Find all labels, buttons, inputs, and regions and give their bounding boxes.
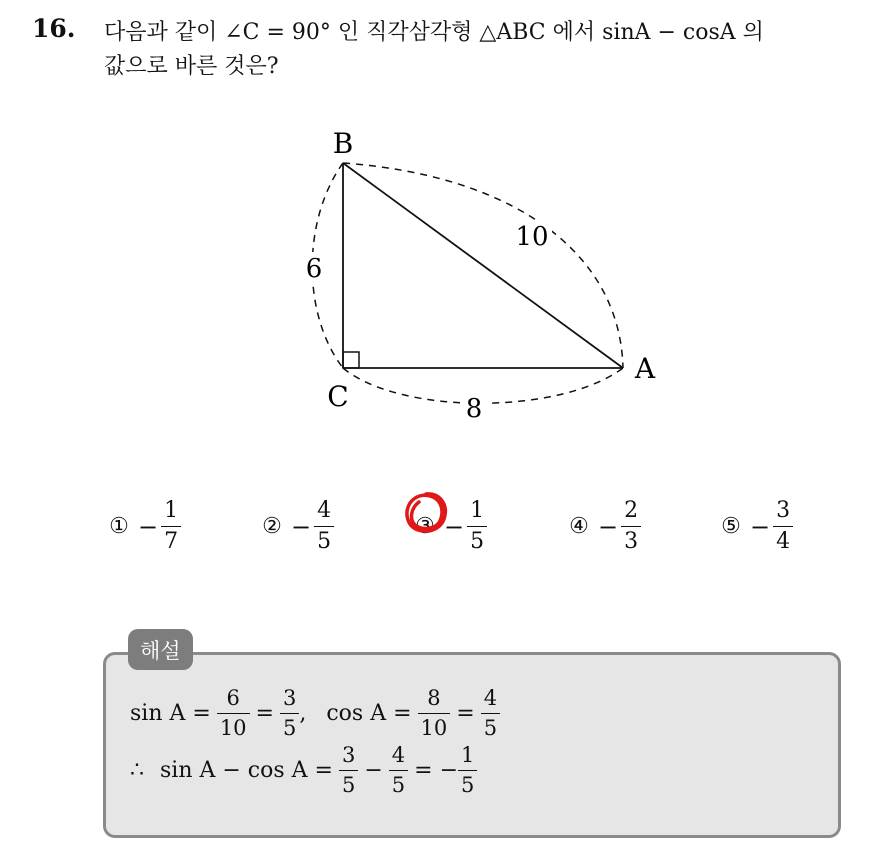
choice-fraction bbox=[773, 500, 793, 553]
choice-5[interactable] bbox=[716, 500, 793, 553]
solution-line-2 bbox=[130, 745, 477, 796]
triangle-figure bbox=[290, 120, 670, 430]
question-number: 16. bbox=[32, 14, 76, 43]
solution-tag: 해설 bbox=[128, 629, 193, 670]
solution-fraction bbox=[280, 688, 299, 739]
choice-sign: − bbox=[291, 512, 312, 541]
cos-label: cos A = bbox=[326, 701, 412, 726]
choice-number: ④ bbox=[569, 514, 589, 539]
fraction-denominator: 3 bbox=[621, 526, 641, 553]
choice-number: ⑤ bbox=[721, 514, 741, 539]
fraction-numerator: 2 bbox=[624, 498, 639, 523]
fraction-numerator: 3 bbox=[282, 686, 297, 710]
fraction-numerator: 4 bbox=[391, 743, 406, 767]
fraction-denominator: 10 bbox=[217, 713, 250, 739]
choice-sign: − bbox=[598, 512, 619, 541]
fraction-numerator: 6 bbox=[226, 686, 240, 710]
solution-expression: sin A − cos A = bbox=[160, 758, 333, 783]
fraction-denominator: 5 bbox=[458, 770, 477, 796]
vertex-c-label: C bbox=[327, 380, 349, 413]
fraction-denominator: 5 bbox=[481, 713, 500, 739]
question-line-1: 다음과 같이 ∠C = 90° 인 직각삼각형 △ABC 에서 sinA − cosA 의 bbox=[104, 20, 764, 45]
side-ab-line bbox=[343, 163, 623, 368]
question-line-2: 값으로 바른 것은? bbox=[104, 54, 279, 79]
fraction-denominator: 4 bbox=[773, 526, 793, 553]
solution-fraction bbox=[418, 688, 451, 739]
choice-2[interactable] bbox=[257, 500, 334, 553]
fraction-numerator: 1 bbox=[470, 498, 485, 523]
therefore-symbol: ∴ bbox=[130, 758, 144, 783]
choice-sign: − bbox=[750, 512, 771, 541]
choice-sign: − bbox=[138, 512, 159, 541]
choice-number: ① bbox=[109, 514, 129, 539]
comma: , bbox=[299, 701, 307, 726]
choice-1[interactable] bbox=[104, 500, 181, 553]
choice-fraction bbox=[314, 500, 334, 553]
fraction-denominator: 5 bbox=[314, 526, 334, 553]
fraction-numerator: 3 bbox=[776, 498, 791, 523]
solution-fraction bbox=[339, 745, 358, 796]
choice-number: ② bbox=[262, 514, 282, 539]
equals-minus: = − bbox=[414, 758, 459, 783]
right-angle-mark bbox=[343, 352, 359, 368]
equals-sign: = bbox=[255, 701, 274, 726]
vertex-a-label: A bbox=[634, 352, 656, 385]
fraction-numerator: 1 bbox=[461, 743, 475, 767]
question-text bbox=[104, 16, 864, 84]
fraction-denominator: 5 bbox=[467, 526, 487, 553]
solution-line-1 bbox=[130, 688, 500, 739]
solution-fraction bbox=[481, 688, 500, 739]
choice-fraction bbox=[621, 500, 641, 553]
choice-sign: − bbox=[444, 512, 465, 541]
side-ca-label: 8 bbox=[465, 394, 483, 424]
fraction-numerator: 1 bbox=[164, 498, 179, 523]
solution-fraction bbox=[389, 745, 408, 796]
vertex-b-label: B bbox=[332, 127, 354, 160]
side-ab-label: 10 bbox=[515, 222, 549, 252]
side-bc-label: 6 bbox=[305, 254, 323, 284]
fraction-denominator: 5 bbox=[389, 770, 408, 796]
choice-number: ③ bbox=[415, 514, 435, 539]
fraction-denominator: 5 bbox=[280, 713, 299, 739]
fraction-numerator: 8 bbox=[427, 686, 441, 710]
sin-label: sin A = bbox=[130, 701, 211, 726]
equals-sign: = bbox=[456, 701, 475, 726]
answer-choices bbox=[104, 500, 844, 570]
solution-fraction bbox=[458, 745, 477, 796]
fraction-denominator: 5 bbox=[339, 770, 358, 796]
fraction-numerator: 3 bbox=[341, 743, 356, 767]
fraction-denominator: 7 bbox=[161, 526, 181, 553]
fraction-numerator: 4 bbox=[483, 686, 498, 710]
choice-3[interactable] bbox=[410, 500, 487, 553]
fraction-denominator: 10 bbox=[418, 713, 451, 739]
triangle-diagram bbox=[290, 120, 670, 430]
minus-sign: − bbox=[364, 758, 383, 783]
fraction-numerator: 4 bbox=[317, 498, 332, 523]
choice-4[interactable] bbox=[564, 500, 641, 553]
choice-fraction bbox=[467, 500, 487, 553]
choice-fraction bbox=[161, 500, 181, 553]
solution-fraction bbox=[217, 688, 250, 739]
